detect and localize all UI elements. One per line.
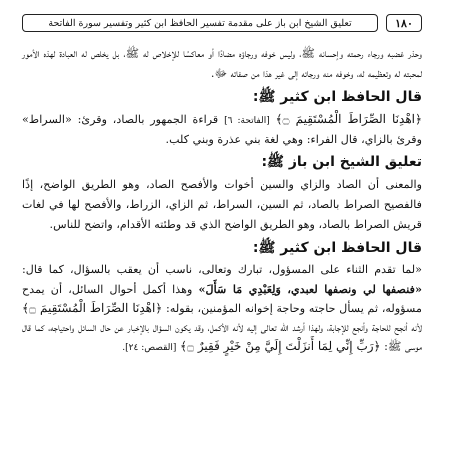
- paragraph-commentary: والمعنى أن الصاد والزاي والسين أخوات والأفصح الصاد، وهو الطريق الواضح، إذًا فالفصيح الصراط بالصاد، ثم السين، السراط، ثم الزاي، الزراط، والأفصح لها في لغات قريش الصراط بالصاد، وهو الطريق الواضح الذي قد وطئته الأقدام، واتضح للناس.: [22, 178, 422, 231]
- paragraph-final: [22, 261, 422, 358]
- paragraph-intro: وحذر غضبه ورجاء رحمته وإحسانه ﷺ، وليس خوفه ورجاؤه مضادًا أو معاكسًا للإخلاص له ﷺ، بل يخلص له العبادة لهذه الأمور لمحبته له وتعظيمه له، وخوفه منه ورجائه إلى غير هذا من صفاته ﷻ.: [22, 47, 422, 80]
- quran-verse-3: ﴿رَبِّ إِنِّي لِمَا أَنزَلْتَ إِلَيَّ مِنْ خَيْرٍ فَقِيرٌ ۝﴾: [179, 339, 381, 353]
- paragraph-final-a: «لما تقدم الثناء على المسؤول، تبارك وتعالى، ناسب أن يعقب بالسؤال، كما قال:: [22, 263, 422, 276]
- paragraph-qiraat: [22, 110, 422, 149]
- verse-reference-2: [القصص: ٢٤].: [122, 343, 177, 353]
- quran-verse-2: ﴿اهْدِنَا الصِّرَاطَ الْمُسْتَقِيمَ ۝﴾: [22, 301, 163, 315]
- heading-ibn-baz-commentary: تعليق الشيخ ابن باز ﷺ:: [261, 154, 422, 170]
- page-content: [22, 44, 422, 358]
- page-number: ١٨٠: [386, 14, 422, 32]
- paragraph-final-c: وهذا أكمل أحوال السائل، أن يمدح مسؤوله، ثم يسأل حاجته وحاجة إخوانه المؤمنين، بقوله:: [22, 282, 422, 315]
- running-title: تعليق الشيخ ابن باز على مقدمة تفسير الحافظ ابن كثير وتفسير سورة الفاتحة: [22, 14, 378, 32]
- paragraph-qiraat-text: قراءة الجمهور بالصاد، وقرئ: «السراط» وقرئ بالزاي، قال الفراء: وهي لغة بني عذرة وبني كلب.: [22, 113, 422, 146]
- page-header: [22, 10, 422, 36]
- quran-verse: ﴿اهْدِنَا الصِّرَاطَ الْمُسْتَقِيمَ ۝﴾: [275, 112, 423, 126]
- paragraph-final-d: لأنه أنجح للحاجة وأنجع للإجابة، ولهذا أرشد الله تعالى إليه لأنه الأكمل، وقد يكون السؤال بالإخبار عن حال السائل واحتياجه، كما قال موسى ﷺ:: [22, 320, 422, 353]
- heading-ibn-kathir-2: قال الحافظ ابن كثير ﷺ:: [252, 240, 422, 256]
- heading-ibn-kathir-1: قال الحافظ ابن كثير ﷺ:: [252, 89, 422, 105]
- hadith-quote: «فنصفها لي ونصفها لعبدي، وَلِعَبْدِي مَا سَأَلَ»: [198, 281, 422, 296]
- verse-reference: [الفاتحة: ٦]: [224, 116, 270, 126]
